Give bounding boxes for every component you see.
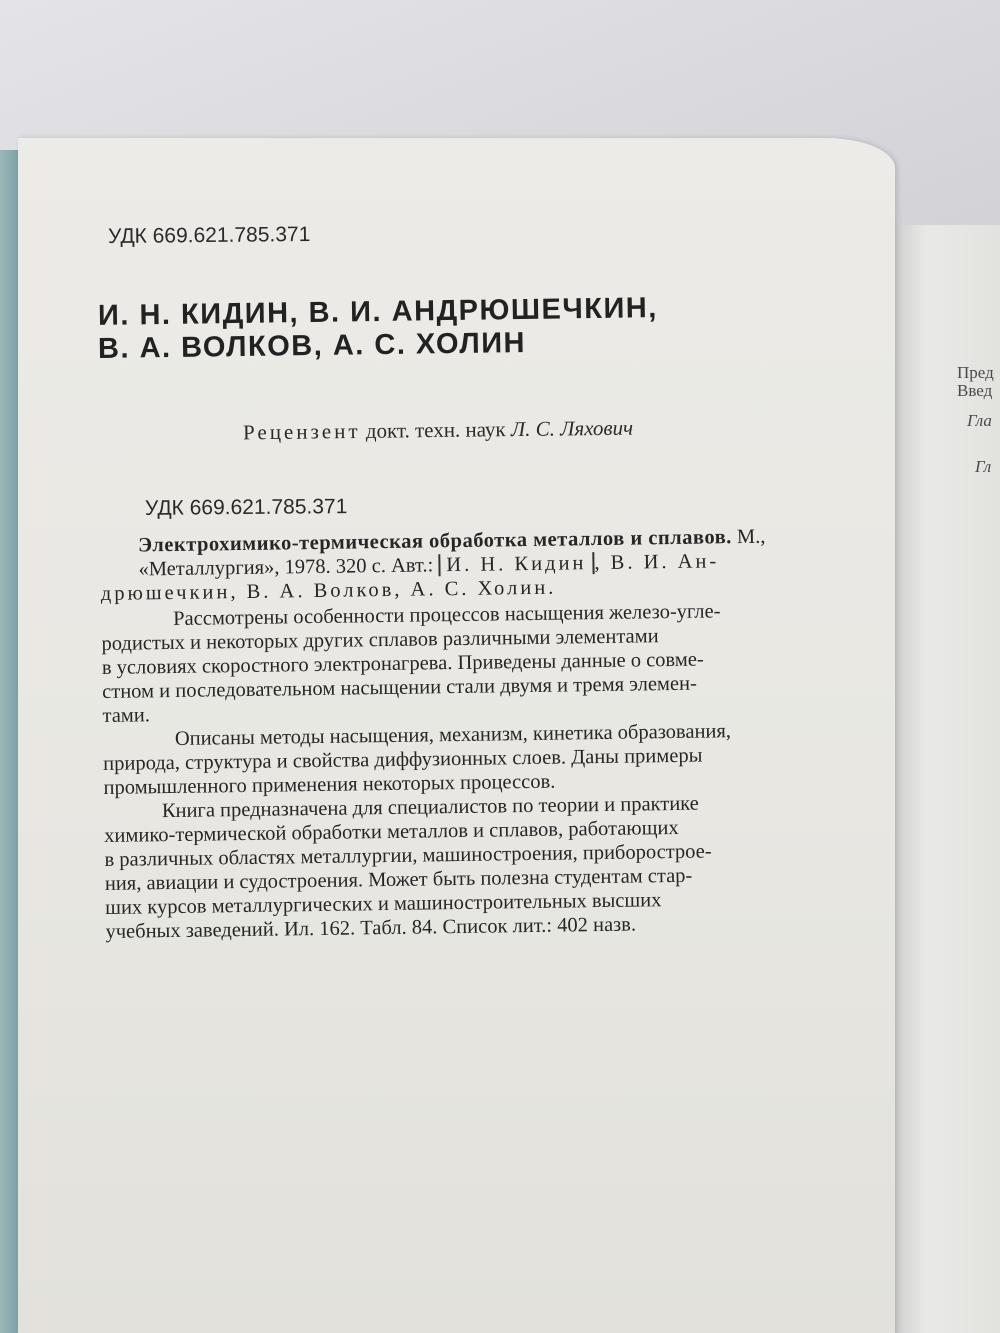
author-continuation: , В. И. Ан- xyxy=(594,550,720,575)
para3-line: учебных заведений. Ил. 162. Табл. 84. Список лит.: 402 назв. xyxy=(105,913,637,943)
right-page-fragment: Гл xyxy=(975,457,992,476)
right-page-fragment: Гла xyxy=(967,411,992,430)
para1-line: родистых и некоторых других сплавов различными элементами xyxy=(101,625,659,655)
catalog-card-udk: УДК 669.621.785.371 xyxy=(144,495,348,520)
book-city: М., xyxy=(736,525,766,549)
reviewer-degree: докт. техн. наук xyxy=(365,417,506,443)
authors-line-1: И. Н. КИДИН, В. И. АНДРЮШЕЧКИН, xyxy=(97,292,659,332)
para3-line: ния, авиации и судостроения. Может быть полезна студентам стар- xyxy=(104,864,693,895)
para1-line: в условиях скоростного электронагрева. Приведены данные о совме- xyxy=(101,648,704,679)
publisher-info: «Металлургия», 1978. 320 с. Авт.: xyxy=(138,554,434,581)
para1-line: Рассмотрены особенности процессов насыщения железо-угле- xyxy=(173,600,721,630)
card-authors-line: дрюшечкин, В. А. Волков, А. С. Холин. xyxy=(100,576,557,605)
para1-line: тами. xyxy=(102,704,151,727)
para3-line: в различных областях металлургии, машиностроения, приборострое- xyxy=(104,840,712,871)
para3-line: Книга предназначена для специалистов по теории и практике xyxy=(161,792,699,823)
right-page-fragment: Пред xyxy=(957,363,994,382)
catalog-card-abstract xyxy=(100,524,896,945)
right-page xyxy=(895,225,1000,1333)
udk-code: УДК 669.621.785.371 xyxy=(107,222,311,249)
para2-line: промышленного применения некоторых процессов. xyxy=(103,770,556,799)
para1-line: стном и последовательном насыщении стали двумя и тремя элемен- xyxy=(102,672,697,703)
para3-line: химико-термической обработки металлов и сплавов, работающих xyxy=(104,816,679,847)
authors-line-2: В. А. ВОЛКОВ, А. С. ХОЛИН xyxy=(97,327,527,365)
right-page-fragment: Введ xyxy=(957,381,993,400)
para2-line: природа, структура и свойства диффузионных слоев. Даны примеры xyxy=(103,744,703,775)
boxed-author: И. Н. Кидин xyxy=(438,552,594,576)
book-title: Электрохимико-термическая обработка металлов и сплавов. xyxy=(137,526,732,557)
reviewer-name: Л. С. Ляхович xyxy=(510,415,634,442)
reviewer-line xyxy=(243,416,633,446)
para2-line: Описаны методы насыщения, механизм, кинетика образования, xyxy=(174,720,732,750)
reviewer-label: Рецензент xyxy=(242,418,361,445)
para3-line: ших курсов металлургических и машиностроительных высших xyxy=(105,889,662,919)
